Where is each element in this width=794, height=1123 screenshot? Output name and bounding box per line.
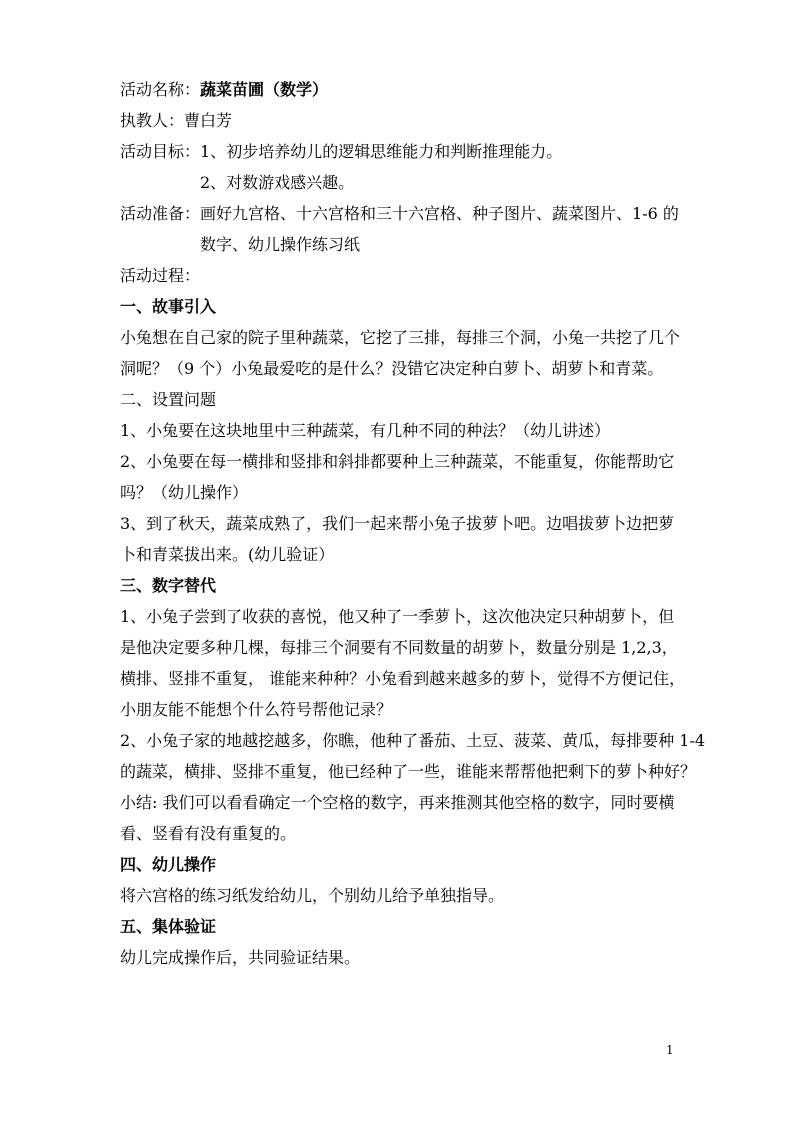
document-body	[120, 74, 706, 973]
prep-label: 活动准备：	[120, 204, 201, 223]
section-2-line: 卜和青菜拔出来。(幼儿验证）	[120, 545, 335, 564]
section-3-line: 2、小兔子家的地越挖越多，你瞧，他种了番茄、土豆、菠菜、黄瓜，每排要种 1-4	[120, 731, 706, 750]
section-1-line: 洞呢？（9 个）小兔最爱吃的是什么？没错它决定种白萝卜、胡萝卜和青菜。	[120, 359, 664, 378]
section-3-title: 三、数字替代	[120, 576, 217, 595]
section-2-line: 2、小兔要在每一横排和竖排和斜排都要种上三种蔬菜，不能重复，你能帮助它	[120, 452, 675, 471]
section-5-title: 五、集体验证	[120, 917, 217, 936]
section-3-line: 小朋友能不能想个什么符号帮他记录？	[120, 700, 393, 719]
section-3-line: 的蔬菜，横排、竖排不重复，他已经种了一些，谁能来帮帮他把剩下的萝卜种好？	[120, 762, 697, 781]
goal-item-1: 1、初步培养幼儿的逻辑思维能力和判断推理能力。	[200, 142, 563, 161]
section-3-line: 是他决定要多种几棵，每排三个洞要有不同数量的胡萝卜，数量分别是 1,2,3，	[120, 638, 678, 657]
section-2-title: 二、设置问题	[120, 390, 217, 409]
section-3-line: 小结: 我们可以看看确定一个空格的数字，再来推测其他空格的数字，同时要横	[120, 793, 675, 812]
process-label: 活动过程：	[120, 266, 201, 285]
prep-line-1	[120, 198, 680, 229]
goals-label: 活动目标：	[120, 142, 201, 161]
section-1-title: 一、故事引入	[120, 297, 217, 316]
section-3-line: 1、小兔子尝到了收获的喜悦，他又种了一季萝卜，这次他决定只种胡萝卜，但	[120, 607, 675, 626]
prep-text-1: 画好九宫格、十六宫格和三十六宫格、种子图片、蔬菜图片、1-6 的	[200, 204, 679, 223]
section-3-line: 横排、竖排不重复， 谁能来种种？小兔看到越来越多的萝卜，觉得不方便记住，	[120, 669, 686, 688]
activity-name-value: 蔬菜苗圃（数学）	[200, 80, 329, 99]
section-2-line: 吗？（幼儿操作）	[120, 483, 249, 502]
goals-line-1	[120, 136, 680, 167]
section-5-line: 幼儿完成操作后，共同验证结果。	[120, 948, 361, 967]
prep-text-2: 数字、幼儿操作练习纸	[200, 235, 361, 254]
activity-name-line	[120, 74, 680, 105]
section-1-line: 小兔想在自己家的院子里种蔬菜，它挖了三排，每排三个洞，小兔一共挖了几个	[120, 328, 681, 347]
teacher-line: 执教人：曹白芳	[120, 111, 233, 130]
section-4-line: 将六宫格的练习纸发给幼儿，个别幼儿给予单独指导。	[120, 886, 505, 905]
section-4-title: 四、幼儿操作	[120, 855, 217, 874]
section-3-line: 看、竖看有没有重复的。	[120, 824, 297, 843]
goal-item-2: 2、对数游戏感兴趣。	[200, 173, 355, 192]
activity-name-label: 活动名称：	[120, 80, 201, 99]
section-2-line: 1、小兔要在这块地里中三种蔬菜，有几种不同的种法？（幼儿讲述）	[120, 421, 611, 440]
section-2-line: 3、到了秋天，蔬菜成熟了，我们一起来帮小兔子拔萝卜吧。边唱拔萝卜边把萝	[120, 514, 675, 533]
page-number: 1	[666, 1043, 674, 1057]
